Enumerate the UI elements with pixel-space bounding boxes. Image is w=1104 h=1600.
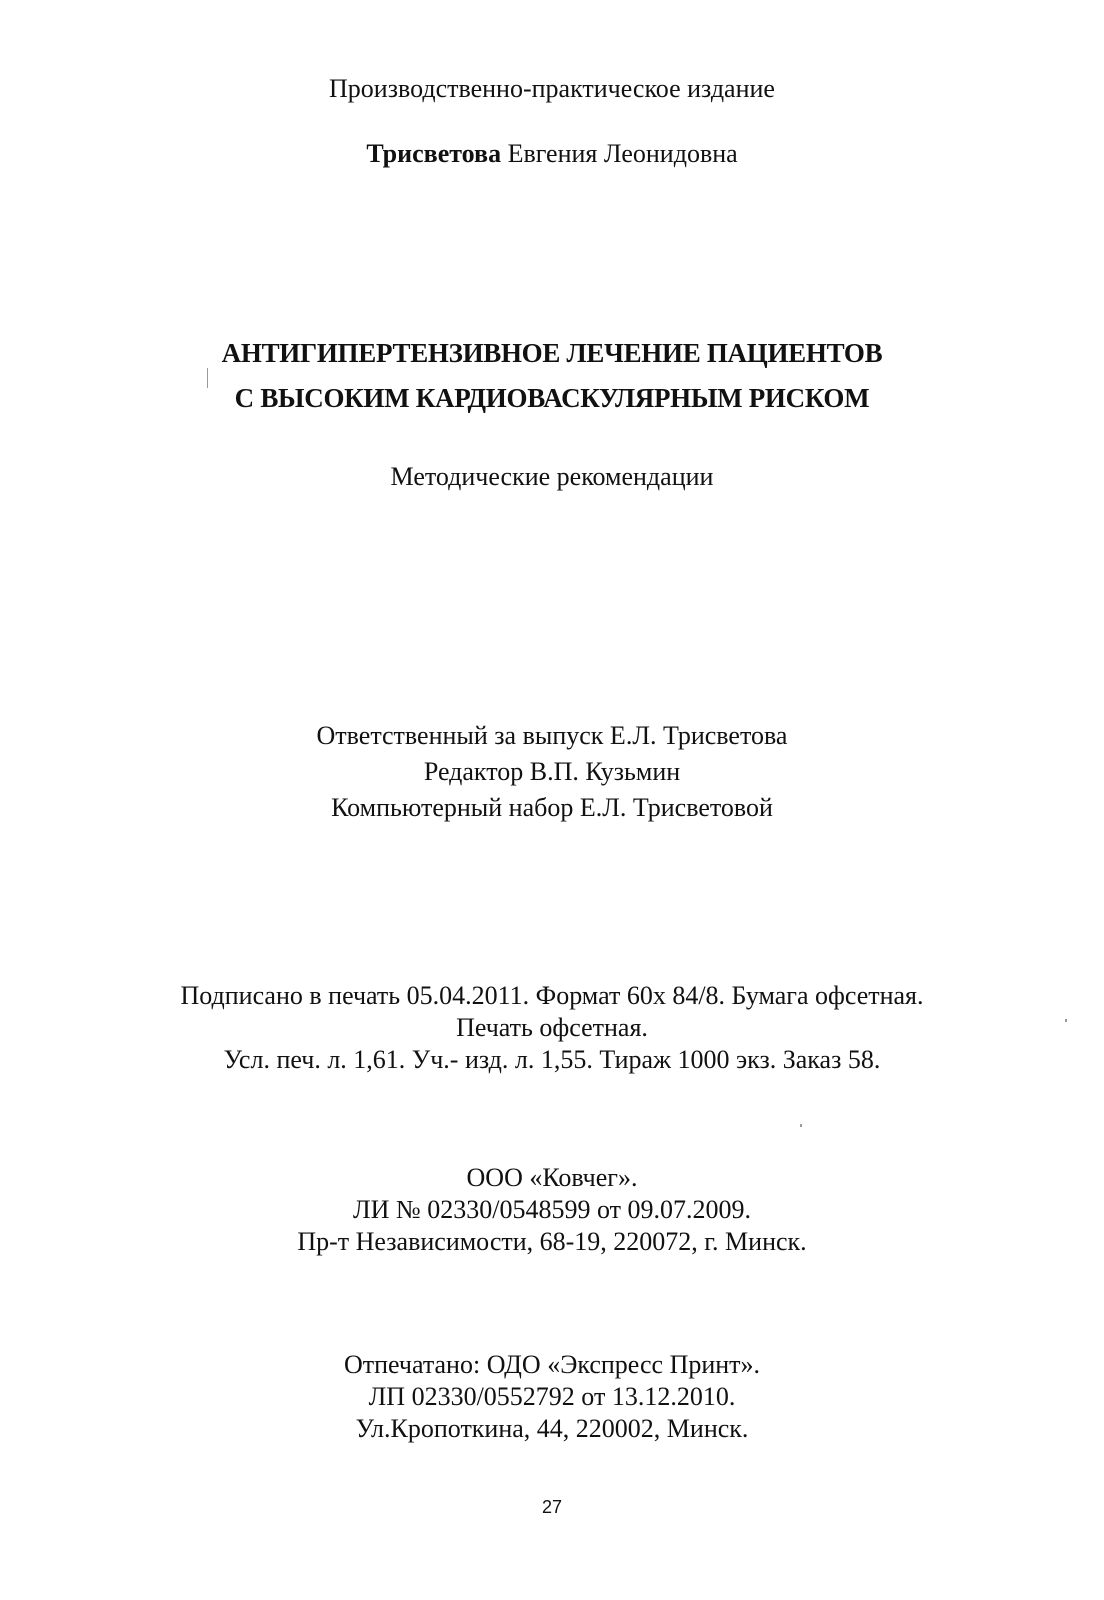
print-info-line-3: Усл. печ. л. 1,61. Уч.- изд. л. 1,55. Тираж 1000 экз. Заказ 58. — [223, 1045, 881, 1074]
printer-license: ЛП 02330/0552792 от 13.12.2010. — [368, 1382, 736, 1411]
publisher-license: ЛИ № 02330/0548599 от 09.07.2009. — [353, 1195, 751, 1224]
printer-address: Ул.Кропоткина, 44, 220002, Минск. — [355, 1414, 749, 1443]
publisher-name: ООО «Ковчег». — [466, 1163, 638, 1192]
scan-artifact — [1065, 1019, 1067, 1022]
credit-editor: Редактор В.П. Кузьмин — [423, 757, 681, 786]
print-info-line-2: Печать офсетная. — [456, 1013, 648, 1042]
author-line — [0, 138, 1104, 170]
edition-type: Производственно-практическое издание — [329, 74, 775, 103]
title-line-1: АНТИГИПЕРТЕНЗИВНОЕ ЛЕЧЕНИЕ ПАЦИЕНТОВ — [221, 338, 883, 368]
page-number: 27 — [541, 1497, 563, 1517]
scan-artifact — [207, 368, 208, 388]
credit-responsible: Ответственный за выпуск Е.Л. Трисветова — [316, 721, 788, 750]
title-line-2: С ВЫСОКИМ КАРДИОВАСКУЛЯРНЫМ РИСКОМ — [234, 383, 870, 413]
subtitle: Методические рекомендации — [390, 462, 714, 491]
printer-name: Отпечатано: ОДО «Экспресс Принт». — [343, 1350, 761, 1379]
publisher-address: Пр-т Независимости, 68-19, 220072, г. Минск. — [297, 1227, 807, 1256]
author-given-name: Евгения Леонидовна — [507, 139, 738, 168]
credit-typesetting: Компьютерный набор Е.Л. Трисветовой — [331, 793, 773, 822]
scan-artifact — [800, 1124, 802, 1127]
print-info-line-1: Подписано в печать 05.04.2011. Формат 60x 84/8. Бумага офсетная. — [180, 981, 924, 1010]
author-surname: Трисветова — [366, 139, 502, 168]
